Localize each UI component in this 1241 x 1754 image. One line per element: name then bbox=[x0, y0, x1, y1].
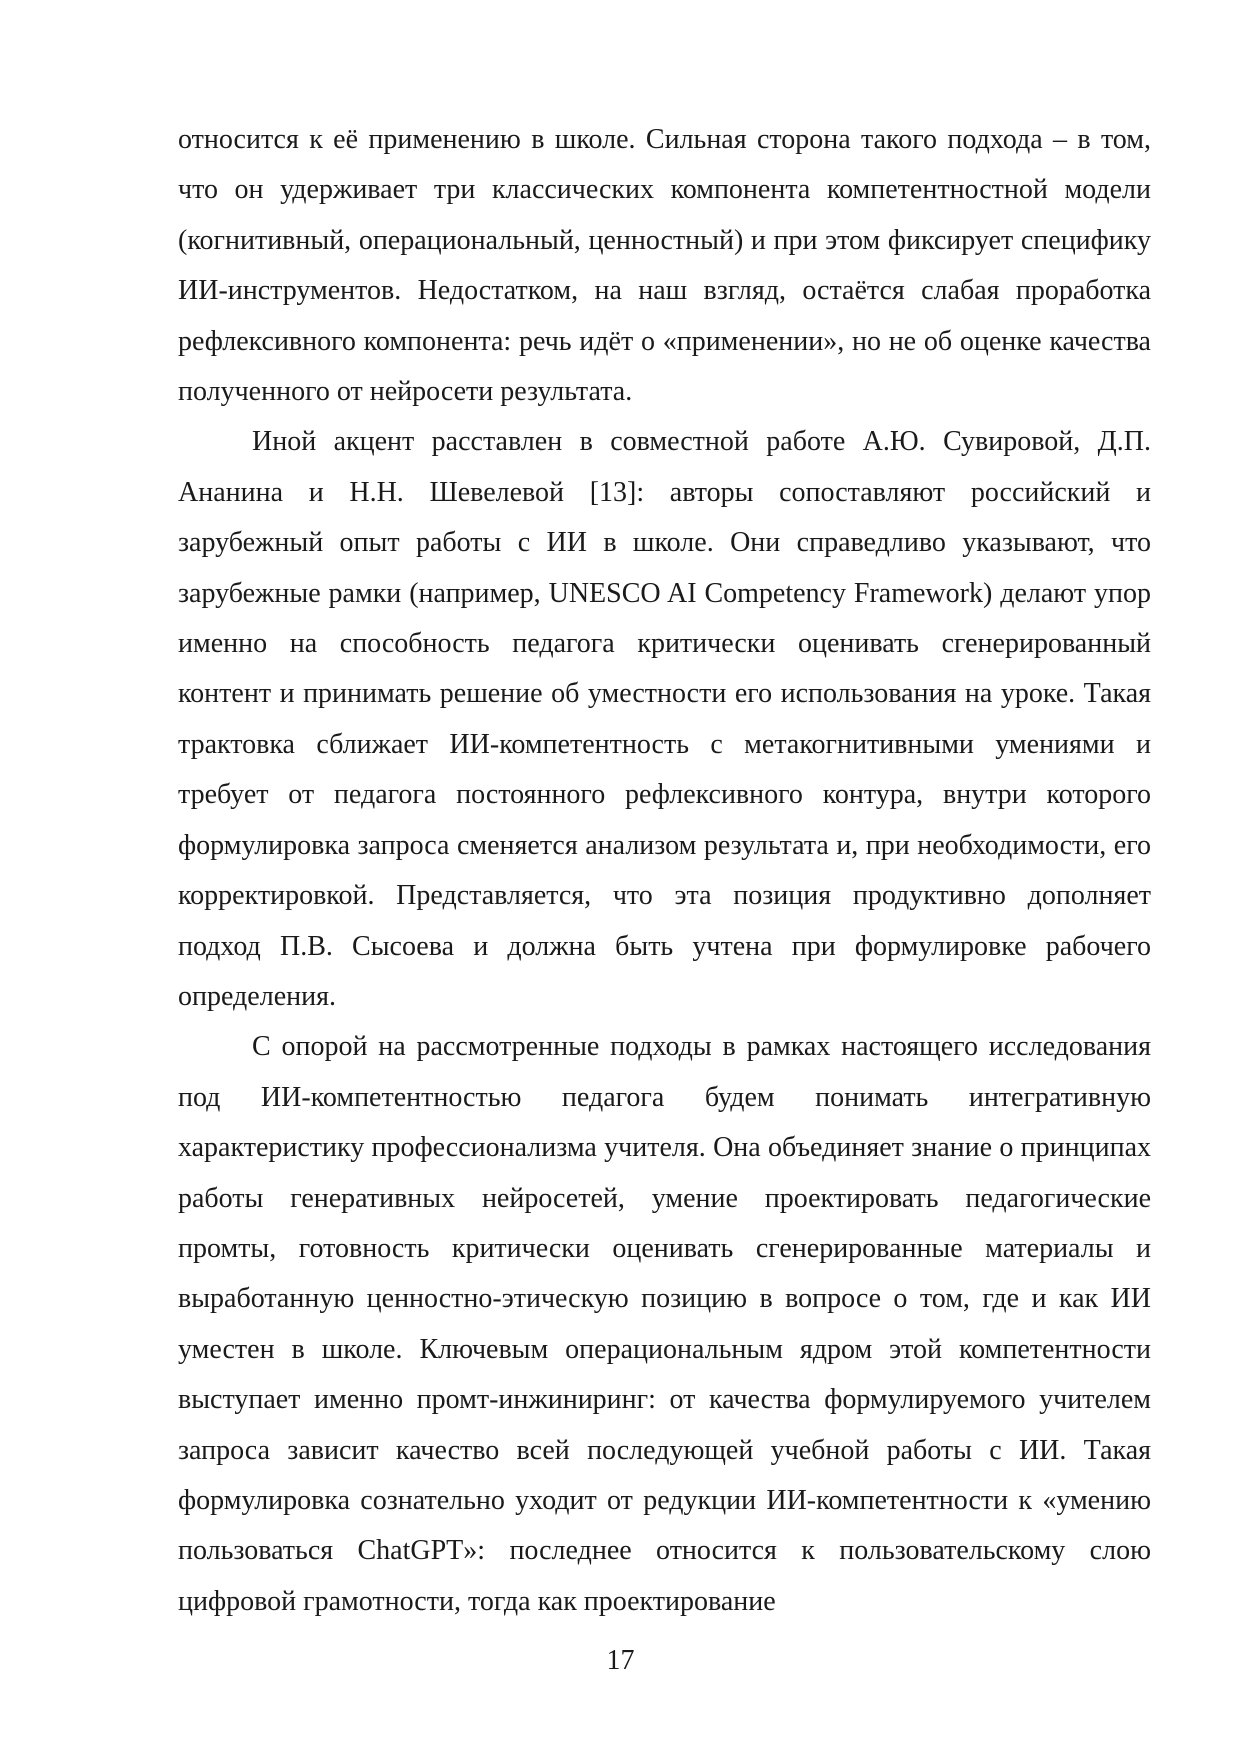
paragraph-foreign-frameworks: Иной акцент расставлен в совместной работе А.Ю. Сувировой, Д.П. Ананина и Н.Н. Шевелевой [13]: авторы сопоставляют российский и зарубежный опыт работы с ИИ в школе. Они справедливо указывают, что зарубежные рамки (например, UNESCO AI Competency Framework) делают упор именно на способность педагога критически оценивать сгенерированный контент и принимать решение об уместности его использования на уроке. Такая трактовка сближает ИИ-компетентность с метакогнитивными умениями и требует от педагога постоянного рефлексивного контура, внутри которого формулировка запроса сменяется анализом результата и, при необходимости, его корректировкой. Представляется, что эта позиция продуктивно дополняет подход П.В. Сысоева и должна быть учтена при формулировке рабочего определения. bbox=[178, 426, 1151, 1012]
paragraph-working-definition: С опорой на рассмотренные подходы в рамках настоящего исследования под ИИ-компетентностью педагога будем понимать интегративную характеристику профессионализма учителя. Она объединяет знание о принципах работы генеративных нейросетей, умение проектировать педагогические промты, готовность критически оценивать сгенерированные материалы и выработанную ценностно-этическую позицию в вопросе о том, где и как ИИ уместен в школе. Ключевым операциональным ядром этой компетентности выступает именно промт-инжиниринг: от качества формулируемого учителем запроса зависит качество всей последующей учебной работы с ИИ. Такая формулировка сознательно уходит от редукции ИИ-компетентности к «умению пользоваться ChatGPT»: последнее относится к пользовательскому слою цифровой грамотности, тогда как проектирование bbox=[178, 1031, 1151, 1617]
page-number: 17 bbox=[606, 1645, 635, 1676]
document-body bbox=[178, 115, 1151, 1627]
paragraph-continuation: относится к её применению в школе. Сильная сторона такого подхода – в том, что он удерживает три классических компонента компетентностной модели (когнитивный, операциональный, ценностный) и при этом фиксирует специфику ИИ-инструментов. Недостатком, на наш взгляд, остаётся слабая проработка рефлексивного компонента: речь идёт о «применении», но не об оценке качества полученного от нейросети результата. bbox=[178, 124, 1151, 408]
